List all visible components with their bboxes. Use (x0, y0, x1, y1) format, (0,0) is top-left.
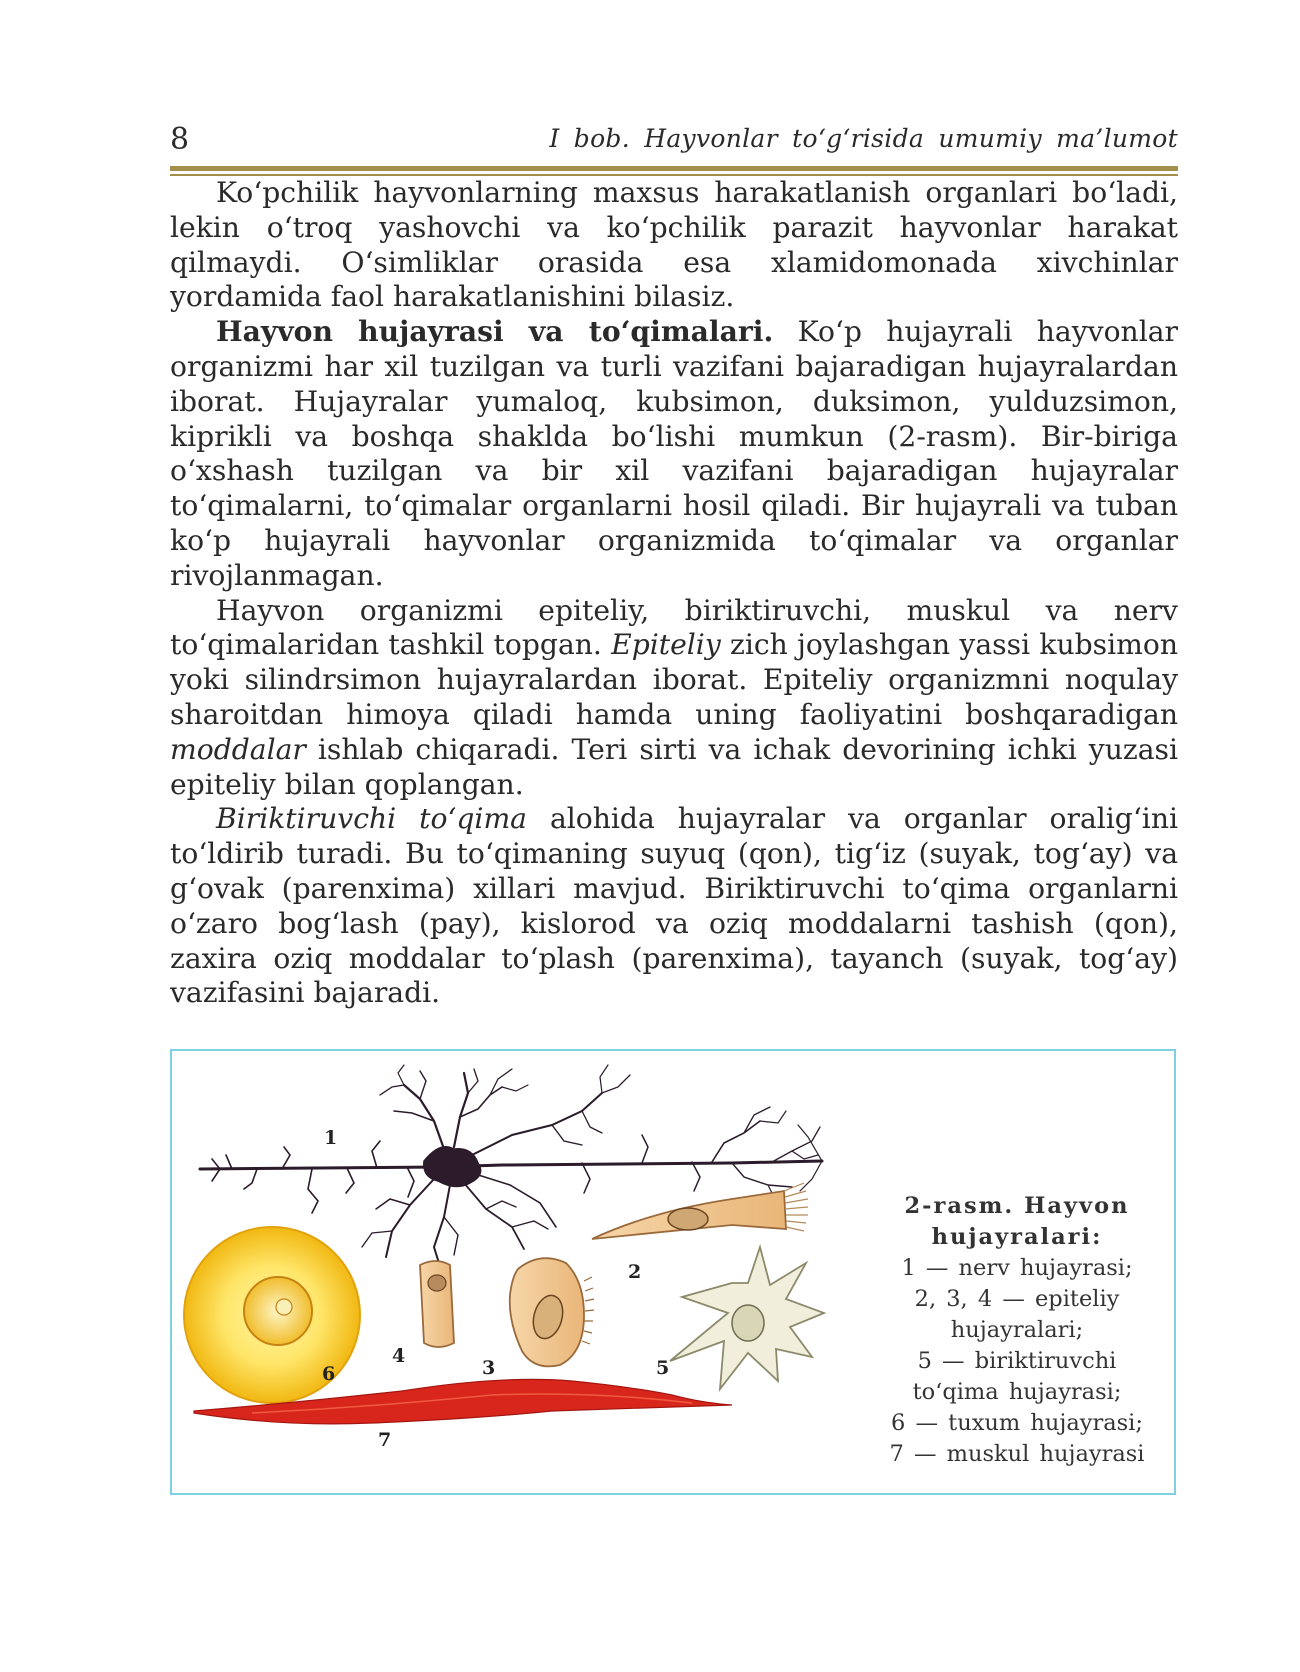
epithelial-cell-2 (592, 1183, 808, 1239)
running-head: I bob. Hayvonlar to‘g‘risida umumiy ma’lumot (549, 124, 1178, 153)
caption-line-7: 7 — muskul hujayrasi (889, 1441, 1145, 1467)
caption-title-1: 2-rasm. Hayvon (904, 1193, 1130, 1219)
caption-line-1: 1 — nerv hujayrasi; (901, 1255, 1133, 1281)
paragraph-4: Biriktiruvchi to‘qima alohida hujayralar va organlar oralig‘ini to‘ldirib turadi. Bu to‘qimaning suyuq (qon), tig‘iz (suyak, tog‘ay) va g‘ovak (parenxima) xillari mavjud. Biriktiruvchi to‘qima organlarni o‘zaro bog‘lash (pay), kislorod va oziq moddalarni tashish (qon), zaxira oziq moddalar to‘plash (parenxima), tayanch (suyak, tog‘ay) vazifasini bajaradi. (170, 802, 1178, 1010)
caption-title-2: hujayralari: (931, 1224, 1103, 1250)
figure-label-6: 6 (322, 1363, 336, 1385)
section-heading: Hayvon hujayrasi va to‘qimalari. (216, 315, 774, 349)
paragraph-1: Ko‘pchilik hayvonlarning maxsus harakatlanish organlari bo‘ladi, lekin o‘troq yashovchi va ko‘pchilik parazit hayvonlar harakat qilmaydi. O‘simliklar orasida esa xlamidomonada xivchinlar yordamida faol harakatlanishini bilasiz. (170, 176, 1178, 314)
epithelial-cell-4 (420, 1261, 454, 1347)
caption-line-3: hujayralari; (950, 1317, 1084, 1343)
body-text (170, 176, 1178, 1011)
epithelial-cell-3 (510, 1258, 594, 1366)
figure-label-5: 5 (656, 1357, 670, 1379)
caption-line-4: 5 — biriktiruvchi (917, 1348, 1117, 1374)
term-epiteliy: Epiteliy (611, 628, 721, 662)
caption-line-6: 6 — tuxum hujayrasi; (891, 1410, 1143, 1436)
header-rule-thick (170, 166, 1178, 171)
figure-label-7: 7 (378, 1429, 392, 1451)
paragraph-2: Hayvon hujayrasi va to‘qimalari. Ko‘p hujayrali hayvonlar organizmi har xil tuzilgan va turli vazifani bajaradigan hujayralardan iborat. Hujayralar yumaloq, kubsimon, duksimon, yulduzsimon, kiprikli va boshqa shaklda bo‘lishi mumkun (2-rasm). Bir-biriga o‘xshash tuzilgan va bir xil vazifani bajaradigan hujayralar to‘qimalarni, to‘qimalar organlarni hosil qiladi. Bir hujayrali va tuban ko‘p hujayrali hayvonlar organizmida to‘qimalar va organlar rivojlanmagan. (170, 315, 1178, 592)
figure-label-2: 2 (628, 1261, 642, 1283)
figure-label-3: 3 (482, 1357, 496, 1379)
figure-2 (170, 1049, 1176, 1495)
figure-caption (872, 1191, 1162, 1470)
term-moddalar: moddalar (170, 732, 306, 766)
caption-line-2: 2, 3, 4 — epiteliy (914, 1286, 1120, 1312)
figure-label-1: 1 (324, 1127, 338, 1149)
connective-tissue-cell (670, 1247, 824, 1389)
page-number: 8 (170, 122, 190, 157)
term-biriktiruvchi: Biriktiruvchi to‘qima (216, 802, 527, 836)
caption-line-5: to‘qima hujayrasi; (912, 1379, 1122, 1405)
paragraph-3: Hayvon organizmi epiteliy, biriktiruvchi, muskul va nerv to‘qimalaridan tashkil topgan. Epiteliy zich joylashgan yassi kubsimon yoki silindrsimon hujayralardan iborat. Epiteliy organizmni noqulay sharoitdan himoya qiladi hamda uning faoliyatini boshqaradigan moddalar ishlab chiqaradi. Teri sirti va ichak devorining ichki yuzasi epiteliy bilan qoplangan. (170, 593, 1178, 801)
figure-label-4: 4 (392, 1345, 406, 1367)
